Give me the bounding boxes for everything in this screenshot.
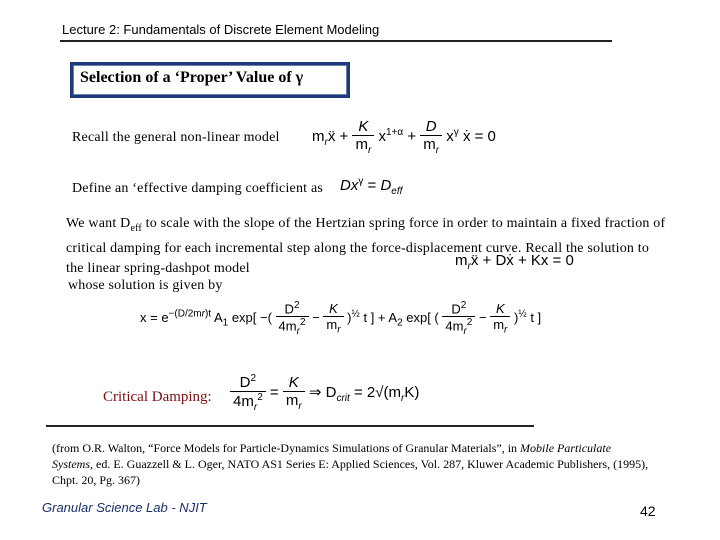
recall-model-text: Recall the general non-linear model <box>72 130 280 145</box>
reference-citation <box>52 440 652 488</box>
solution-equation: $x = e^{-(D/2mr)t}$ $A_1$ exp[ −( $\frac{D^2}{4m_r^2}$ − $\frac{K}{m_r}$ )$^{\frac{1}{2}}$ t ] + $A_2$ exp[ ( $\frac{D^2}{4m_r^2}$ − $\frac{K}{m_r}$ )$^{\frac{1}{2}}$ t ] <box>140 300 542 338</box>
solution-intro-text: whose solution is given by <box>68 278 223 293</box>
scaling-paragraph <box>66 214 666 279</box>
footer-lab-name <box>42 500 207 515</box>
paragraph-body: to scale with the slope of the Hertzian spring force in order to maintain a fixed fraction of critical damping for each incremental step along the force-displacement curve. Recall the solution to the linear spring-dashpot model <box>66 216 666 276</box>
critical-damping-equation: $\frac{D^2}{4m_r^2}$ = $\frac{K}{m_r}$ ⇒ $D_{crit} = 2√(m_rK)$ <box>230 373 419 413</box>
lecture-title: : Fundamentals of Discrete Element Modeling <box>116 22 380 37</box>
slide-title: Selection of a ‘Proper’ Value of γ <box>80 69 304 86</box>
lecture-header <box>62 22 379 37</box>
effective-damping-equation: $Dx^\gamma = D_{eff}$ <box>340 176 403 197</box>
institution: - NJIT <box>167 500 207 515</box>
reference-lead: (from O.R. Walton, “Force Models for Particle-Dynamics Simulations of Granular Materials”, in <box>52 441 521 455</box>
define-damping-text: Define an ‘effective damping coefficient as <box>72 181 324 196</box>
paragraph-subscript: eff <box>130 222 142 234</box>
lab-name: Granular Science Lab <box>42 500 168 515</box>
reference-journal: Mobile Particulate Systems <box>52 441 612 471</box>
linear-model-equation: $m_rẍ$ + Dẋ + Kx = 0 <box>455 252 574 272</box>
paragraph-lead: We want D <box>66 216 131 231</box>
header-divider <box>60 40 612 42</box>
nonlinear-model-equation: $m_rẍ$ + $\frac{K}{m_r}$ $x^{1+\alpha}$ + $\frac{D}{m_r}$ $x^\gamma$ ẋ = 0 <box>312 118 496 156</box>
reference-divider <box>46 425 534 427</box>
reference-details: , ed. E. Guazzell & L. Oger, NATO AS1 Series E: Applied Sciences, Vol. 287, Kluwer Academic Publishers, (1995), Chpt. 20, Pg. 367) <box>52 457 649 487</box>
lecture-label: Lecture 2 <box>62 22 117 37</box>
critical-damping-label: Critical Damping: <box>103 389 212 405</box>
page-number: 42 <box>640 503 656 519</box>
